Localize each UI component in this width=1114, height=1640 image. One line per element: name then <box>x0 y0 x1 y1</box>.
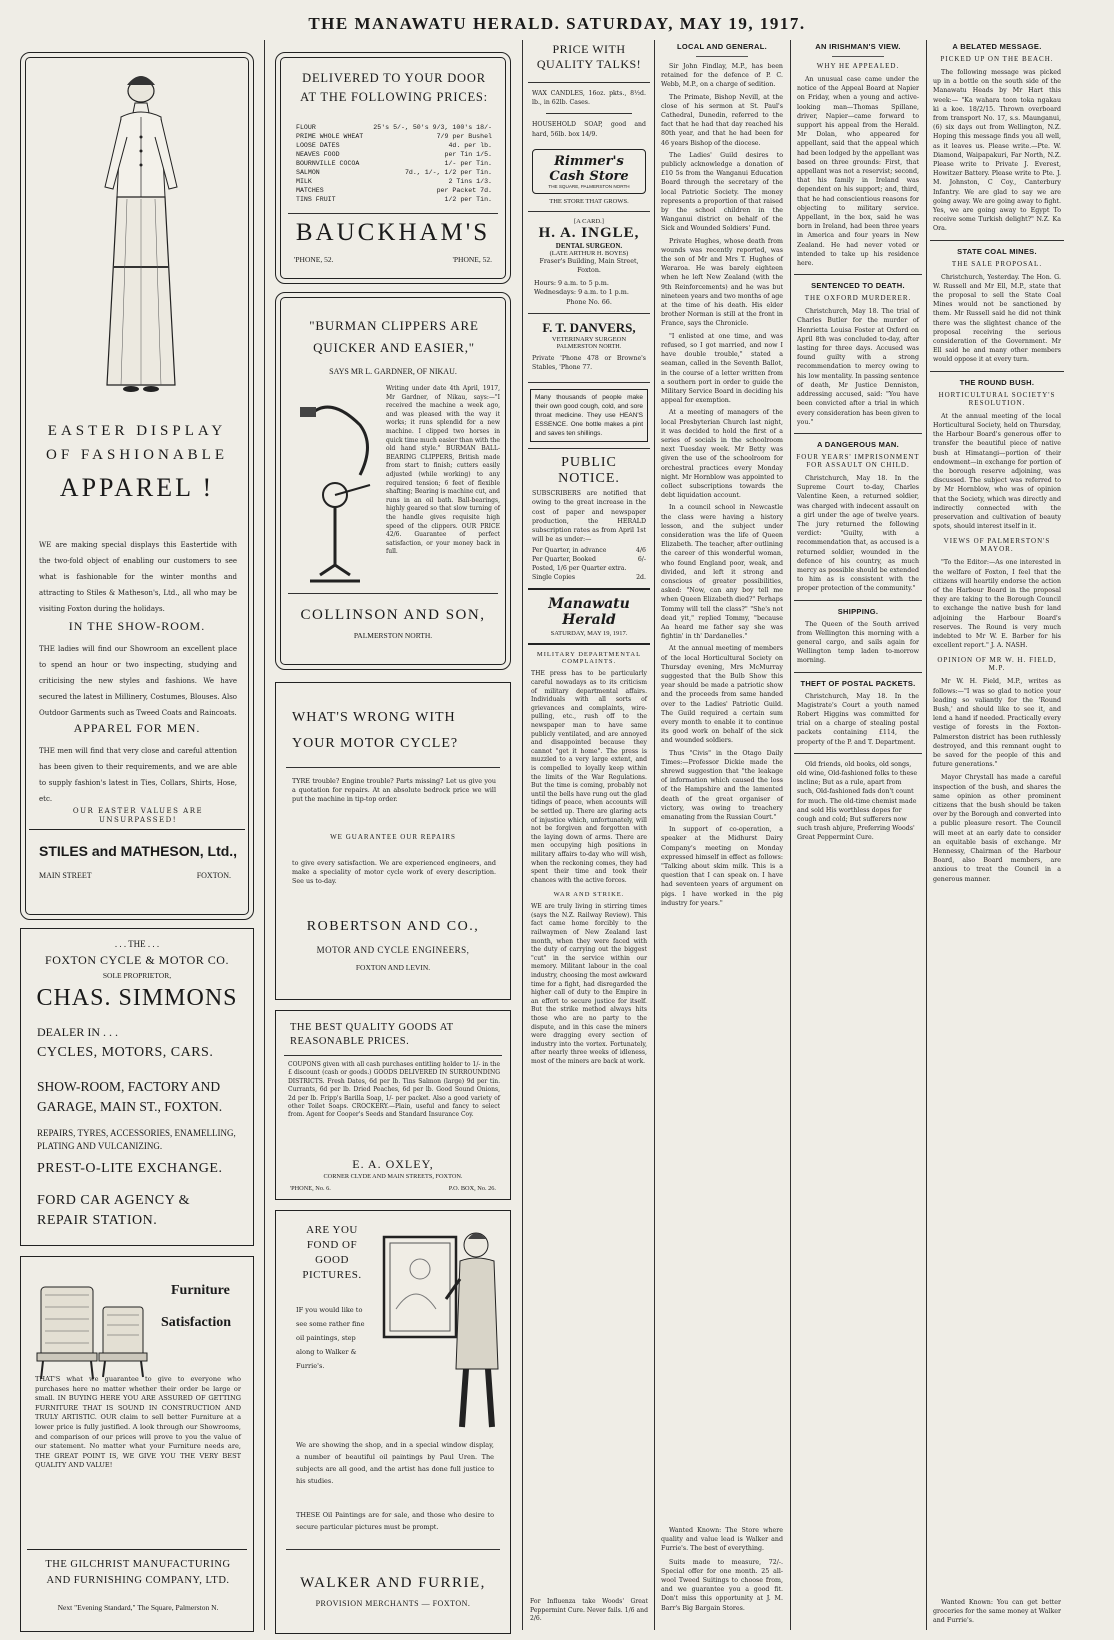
notice-text: SUBSCRIBERS are notified that owing to the great increase in the cost of paper and newspaper production, the HERALD subscription rates as from April 1st will be as under:— <box>532 490 646 544</box>
belated-sub: PICKED UP ON THE BEACH. <box>940 55 1054 63</box>
ingle-title: DENTAL SURGEON. <box>555 241 623 250</box>
ad-foxton-cycle <box>20 928 254 1246</box>
rate-label: Posted, 1/6 per Quarter extra. <box>532 565 627 573</box>
council-text: Mayor Chrystall has made a careful inspection of the bush, and shares the same opinion as other prominent citizens that the bush should be taken over by the Borough and converted into a public pleasure resort. The Council will meet at an early date to consider an equitable basis of exchange. Mr Hennessy, Chairman of the Harbour Board, also Board members, are anxious to treat the Council in a generous manner. <box>933 774 1061 883</box>
showroom-text: THE ladies will find our Showroom an excellent place to spend an hour or two inspecting, studying and criticising the new styles and fashions. We have secured the latest in Millinery, Costumes, Blouses. Also Outdoor Garments such as Tweed Coats and Raincoats. <box>39 645 237 717</box>
price-item-name: MILK <box>296 178 312 185</box>
bottom-notices-col4 <box>658 1526 786 1613</box>
fashion-lady-illustration <box>91 67 191 397</box>
local-general-heading: LOCAL AND GENERAL. <box>677 42 767 51</box>
oxley-address: CORNER CLYDE AND MAIN STREETS, FOXTON. <box>323 1173 463 1180</box>
firm-name: FOXTON CYCLE & MOTOR CO. <box>45 953 229 967</box>
oxley-name: E. A. OXLEY, <box>352 1157 434 1171</box>
coal-text: Christchurch, Yesterday. The Hon. G. W. Russell and Mr Ell, M.P., state that the proposal to sell the State Coal Mines would not be sanctioned by them. Mr Russell said he did not think there was the slightest chance of the proposal receiving the serious consideration of the Government. Mr Ell said he and many other members would oppose it at every turn. <box>933 273 1061 364</box>
candles-item: WAX CANDLES, 16oz. pkts., 8½d. lb., in 62lb. Cases. <box>532 90 646 107</box>
column-rule <box>654 40 655 1630</box>
ad-walker-furrie <box>275 1210 511 1634</box>
danvers-name: F. T. DANVERS, <box>542 319 636 335</box>
strike-heading: WAR AND STRIKE. <box>553 891 625 899</box>
price-item-value: 1/2 per Tin. <box>444 196 492 203</box>
store-that-grows: THE STORE THAT GROWS. <box>549 197 629 205</box>
repairs-line: REPAIRS, TYRES, ACCESSORIES, ENAMELLING, PLATING AND VULCANIZING. <box>37 1128 236 1151</box>
clipper-machine-illustration <box>290 385 380 585</box>
price-row <box>280 150 508 159</box>
gilchrist-text: THAT'S what we guarantee to give to everyone who purchases here no matter whether their order be large or small. IN BUYING HERE YOU ARE ASSURED OF GETTING FURNITURE THAT IS SOUND IN CONSTRUCTION AND TRULY ARTISTIC. OUR claim to sell better Furniture at a lower price is fully justified. A look through our Showrooms, and comparison of our prices will prove to you the value of our statement. No matter what your Furniture needs are, THE GREAT POINT IS, WE GIVE YOU THE VERY BEST QUALITY AND VALUE! <box>35 1375 241 1470</box>
column-rule <box>522 40 523 1630</box>
showroom-heading: IN THE SHOW-ROOM. <box>68 619 206 633</box>
soap-item: HOUSEHOLD SOAP, good and hard, 56lb. box 14/9. <box>532 121 646 138</box>
collinson-says: SAYS MR L. GARDNER, OF NIKAU. <box>329 367 457 376</box>
local-item: The Ladies' Guild desires to publicly acknowledge a donation of £10 5s from the Wanganui Education Board through the secretary of the local Patriotic Society. The money represents a proportion of that raised by the school children in the Wanganui district on behalf of the Sick and Wounded Soldiers' Fund. <box>661 151 783 233</box>
danger-text: Christchurch, May 18. In the Supreme Court to-day, Charles Valentine Keen, a returned soldier, was charged with indecent assault on a girl under the age of twelve years. The jury returned the following verdict: "Guilty, with a recommendation that, as accused is a returned soldier, wounded in the defence of his country, as much mercy as possible should be extended to him as is consistent with the proper protection of the community." <box>797 474 919 593</box>
wanted-known-groceries: Wanted Known: You can get better groceries for the same money at Walker and Furrie's. <box>930 1598 1064 1626</box>
local-item: "I enlisted at one time, and was refused, so I got married, and now I have double trouble," stated a seaman, called in the Seventh Ballot, in the course of a letter written from a southern port in order to guide the Military Service Board in deciding his appeal for exemption. <box>661 332 783 405</box>
local-item: At the annual meeting of members of the local Horticultural Society on Thursday evening, Mrs McMurray suggested that the Bulb Show this year should be made a patriotic show and the proceeds from same handed over to the Ladies' Patriotic Guild. The Guild required a certain sum every month to enable it to continue its good work on behalf of the sick and wounded soldiers. <box>661 645 783 745</box>
rate-value: 2d. <box>636 574 646 582</box>
oxley-phone: 'PHONE, No. 6. <box>290 1185 331 1192</box>
furniture-title: Furniture <box>171 1283 230 1298</box>
belated-text: The following message was picked up in a bottle on the south side of the Manawatu Heads by Mr Hart this week:— "Ka wahara toon toka ngakau ki a koe. 18/2/15. Thrown overboard from transport No. 17, s.s. Maunganui, (6) six days out from Wellington, N.Z. Hoping this message finds you all well, as it leaves us. Please write.—Pte. W. Diamond, Waipapakuri, Far North, N.Z. Please write to Private J. Everest, Howitzer Battery. Please write to Pte. J. M. Johnston, C Coy., Canterbury Infantry. We are glad to say we are going away. We are going away to fight. Yes, we are going away to Egypt To receive some Turkish delight?" N.Z. Ka Ora. <box>933 69 1061 233</box>
paper-date: SATURDAY, MAY 19, 1917. <box>550 630 628 638</box>
divider <box>288 593 498 594</box>
price-item-value: per Packet 7d. <box>436 187 492 194</box>
column-6 <box>930 40 1064 1632</box>
walker-firm: WALKER AND FURRIE, <box>300 1575 486 1591</box>
coal-sub: THE SALE PROPOSAL. <box>951 259 1043 268</box>
price-item-name: NEAVES FOOD <box>296 151 340 158</box>
price-item-name: PRIME WHOLE WHEAT <box>296 133 364 140</box>
robertson-text1: TYRE trouble? Engine trouble? Parts missing? Let us give you a quotation for repairs. At an absolute bedrock price we will put the machine in tip-top order. <box>292 777 496 804</box>
collinson-firm: COLLINSON AND SON, <box>300 607 486 623</box>
men-heading: APPAREL FOR MEN. <box>73 721 201 735</box>
rate-row <box>532 564 646 573</box>
price-item-value: 7d., 1/-, 1/2 per Tin. <box>404 169 492 176</box>
price-row <box>280 132 508 141</box>
divider <box>27 1549 247 1550</box>
walker-text3: THESE Oil Paintings are for sale, and those who desire to secure particular pictures must be prompt. <box>296 1511 494 1531</box>
bush-heading: THE ROUND BUSH. <box>959 377 1035 387</box>
card-label: [A CARD.] <box>574 217 604 225</box>
strike-text: WE are truly living in stirring times (says the N.Z. Railway Review). This fact came home forcibly to the railwaymen of New Zealand last month, when they were faced with the duty of carrying out the biggest "cut" in the service within our memory. Militant labour in the coal industry, choosing the most awkward time for a fight, had disregarded the higher call of duty to the Empire in an effort to secure justice for itself. But the strike method always hits those who are no party to the dispute, and in this case the miners were dragging every section of industry into the vortex. Fortunately, after nearly three weeks of idleness, most of the miners are back at work. <box>531 903 647 1065</box>
price-talks-heading: PRICE WITH QUALITY TALKS! <box>536 42 642 71</box>
paper-name: Manawatu Herald <box>548 596 630 629</box>
price-item-value: 1/- per Tin. <box>444 160 492 167</box>
theft-text: Christchurch, May 18. In the Magistrate's Court a youth named Robert Higgins was committed for trial on a charge of stealing postal packets containing £114, the property of the P. and T. Department. <box>797 692 919 746</box>
irish-sub: WHY HE APPEALED. <box>816 62 900 70</box>
bauckham-heading: DELIVERED TO YOUR DOOR AT THE FOLLOWING PRICES: <box>300 71 488 104</box>
ad-title-line2: OF FASHIONABLE <box>46 447 228 463</box>
ingle-late: (LATE ARTHUR H. BOYES) <box>549 249 629 257</box>
town: FOXTON. <box>196 871 231 880</box>
column-5 <box>794 40 922 1632</box>
men-text: THE men will find that very close and careful attention has been given to their requirements, and we are able to supply fashion's latest in Ties, Collars, Shirts, Hose, etc. <box>39 747 237 803</box>
mayor-heading: VIEWS OF PALMERSTON'S MAYOR. <box>943 537 1051 554</box>
danvers-title: VETERINARY SURGEON <box>551 335 627 343</box>
masthead: THE MANAWATU HERALD. SATURDAY, MAY 19, 1917. <box>308 14 806 33</box>
price-row <box>280 177 508 186</box>
collinson-town: PALMERSTON NORTH. <box>353 631 433 640</box>
gilchrist-firm: THE GILCHRIST MANUFACTURING AND FURNISHING COMPANY, LTD. <box>45 1559 231 1586</box>
price-item-name: MATCHES <box>296 187 324 194</box>
values-text: OUR EASTER VALUES ARE UNSURPASSED! <box>72 807 204 825</box>
price-row <box>280 195 508 204</box>
price-row <box>280 141 508 150</box>
price-item-value: 2 Tins 1/3. <box>448 178 492 185</box>
bauckham-name: BAUCKHAM'S <box>295 219 491 246</box>
walker-text2: We are showing the shop, and in a special window display, a number of beautiful oil paintings by Paul Uren. The subjects are all good, and the artist has done full justice to his studies. <box>296 1441 494 1485</box>
collinson-heading: "BURMAN CLIPPERS ARE QUICKER AND EASIER," <box>309 318 479 355</box>
irish-heading: AN IRISHMAN'S VIEW. <box>815 42 901 51</box>
rimmers-name: Rimmer's Cash Store <box>549 153 629 184</box>
irish-text: An unusual case came under the notice of the Appeal Board at Napier on Friday, when a young and active-looking man—Thomas Spillane, driver, Napier—came forward to support his appeal from the Herald. Mr Dolan, who appeared for appellant, said that the appeal which had been lodged by the appellant was based on three grounds: First, that appellant was not a reservist; second, that his family in Ireland was dependent on his support; and, third, that he had conscientious reasons for objecting to military service. Appellant, in the box, said he was born in Ireland, had been three years in America and four years in New Zealand. He had never voted or intended to take up his residence here. <box>797 76 919 268</box>
shipping-text: The Queen of the South arrived from Wellington this morning with a general cargo, and sails again for Wellington temp laden to-morrow morning. <box>797 620 919 665</box>
wanted-known: Wanted Known: The Store where quality and value lead is Walker and Furrie's. The best of everything. <box>661 1527 783 1553</box>
cycles-line: CYCLES, MOTORS, CARS. <box>37 1045 214 1060</box>
phone-left: 'PHONE, 52. <box>294 255 334 264</box>
local-item: Thus "Civis" in the Otago Daily Times:—Professor Dickie made the shrewd suggestion that "the leakage of information which caused the loss of the Hampshire and the lamented death of the great organiser of victory, was owing to treachery emanating from the Russian Court." <box>661 749 783 822</box>
price-list <box>280 123 508 204</box>
walker-trade: PROVISION MERCHANTS — FOXTON. <box>315 1599 471 1608</box>
rate-row <box>532 546 646 555</box>
heans-ad: Many thousands of people make their own good cough, cold, and sore throat medicine. They use HEAN'S ESSENCE. One bottle makes a pint and saves ten shillings. <box>530 389 648 442</box>
phone-right: 'PHONE, 52. <box>452 255 492 264</box>
oxley-heading: THE BEST QUALITY GOODS AT REASONABLE PRICES. <box>290 1022 454 1047</box>
local-item: Sir John Findlay, M.P., has been retained for the defence of P. C. Webb, M.P., on a charge of sedition. <box>661 63 783 89</box>
editorial-heading: MILITARY DEPARTMENTAL COMPLAINTS. <box>536 651 642 666</box>
local-item: In support of co-operation, a speaker at the Midhurst Dairy Company's meeting on Monday expressed himself in effect as follows: "Talking about skim milk. This is a question that I can speak on. I have had seventeen years of argument on pigs. I have worked in the pig industry for years." <box>661 826 783 907</box>
danvers-phone: Private 'Phone 478 or Browne's Stables, 'Phone 77. <box>532 354 646 372</box>
sole-label: SOLE PROPRIETOR, <box>102 971 172 980</box>
rimmers-logo <box>532 149 646 194</box>
local-item: At a meeting of managers of the local Presbyterian Church last night, it was decided to hold the first of a series of socials in the schoolroom next Tuesday week. Mr Betty was given the use of the schoolroom for orchestral practices every Monday night. Mr Hornblow was appointed to collect subscriptions towards the debt liquidation account. <box>661 409 783 500</box>
collinson-text: Writing under date 4th April, 1917, Mr Gardner, of Nikau, says:—"I received the machine a week ago, and was pleased with the way it works; it runs splendid for a new machine. I clipped two horses in quick time much easier than with the old hand style." BURMAN BALL-BEARING CLIPPERS, British made from start to finish; cutters easily adjusted (while working) to any required tension; 6 feet of flexible shafting; Bearing is machine cut, and runs in an oil bath. Ball-bearings, highly geared so that slow turning of the handle gives requisite high speed of the clippers. OUR PRICE 42/6. Guarantee of perfect satisfaction, or your money back in full. <box>386 385 501 556</box>
rate-row <box>532 573 646 582</box>
furniture-illustration <box>33 1267 153 1387</box>
bush-text: At the annual meeting of the local Horticultural Society, held on Thursday, the Harbour Board's generous offer to transfer the beautiful piece of native bush at Himatangi—portion of their endowment—in exchange for portion of the borough reserve adjoining, was discussed. The subject was referred to by Mr Hornblow, who was of opinion that the Society, which was directly and indirectly connected with the preservation and cultivation of beauty spots, should interest itself in it. <box>933 412 1061 531</box>
firm-name: STILES and MATHESON, Ltd., <box>39 843 238 859</box>
divider <box>286 767 500 768</box>
column-rule <box>790 40 791 1630</box>
robertson-trade: MOTOR AND CYCLE ENGINEERS, <box>316 945 470 955</box>
walker-heading: ARE YOU FOND OF GOOD PICTURES. <box>302 1224 362 1281</box>
ad-title-line1: EASTER DISPLAY <box>47 423 227 439</box>
rate-row <box>532 555 646 564</box>
ingle-address: Fraser's Building, Main Street, Foxton. <box>539 257 639 275</box>
price-item-value: 7/9 per Bushel <box>436 133 492 140</box>
ad-bauckham <box>275 52 511 284</box>
editorial-text: THE press has to be particularly careful nowadays as to its criticism of military departmental affairs. Individuals with all sorts of grievances and complaints, wire-pulling, etc., rush off to the newspaper man to have same publicly ventilated, and are annoyed and disappointed because they cannot "get it home". The press is muzzled to a very large extent, and is compelled to loyally keep within the limits of the War Regulations. But the time is coming, probably not until the bells have rung out the glad tidings of peace, when accounts will be settled up. There are glaring acts of injustice which, unfortunately, will not be forgiven and forgotten with the laying down of arms. There are men occupying high positions in military affairs to-day who will wish, when the reckoning comes, they had spent their time and took their chances with the active forces. <box>531 670 647 884</box>
price-row <box>280 186 508 195</box>
coal-heading: STATE COAL MINES. <box>957 246 1037 256</box>
robertson-towns: FOXTON AND LEVIN. <box>355 963 431 972</box>
ad-title-line3: APPAREL ! <box>59 473 215 502</box>
prest-line: PREST-O-LITE EXCHANGE. <box>37 1161 223 1176</box>
ad-collinson <box>275 292 511 670</box>
death-heading: SENTENCED TO DEATH. <box>811 281 905 291</box>
rate-label: Per Quarter, Booked <box>532 556 596 564</box>
public-notice-heading: PUBLIC NOTICE. <box>558 455 620 487</box>
divider <box>286 1549 500 1550</box>
satisfaction-title: Satisfaction <box>161 1315 231 1330</box>
suits-ad: Suits made to measure, 72/-. Special offer for one month. 25 all-wool Tweed Suitings to choose from, and we guarantee you a good fit. Don't miss this opportunity at J. M. Barr's Big Bargain Stores. <box>661 1558 783 1612</box>
bush-sub: HORTICULTURAL SOCIETY'S RESOLUTION. <box>938 390 1056 407</box>
belated-heading: A BELATED MESSAGE. <box>952 42 1042 51</box>
column-3 <box>528 40 650 1632</box>
walker-text1: IF you would like to see some rather fine oil paintings, step along to Walker & Furrie's. <box>296 1306 365 1370</box>
rate-label: Single Copies <box>532 574 576 582</box>
price-item-name: TINS FRUIT <box>296 196 336 203</box>
robertson-guarantee: WE GUARANTEE OUR REPAIRS <box>330 833 456 841</box>
price-item-name: FLOUR <box>296 124 316 131</box>
robertson-text2: to give every satisfaction. We are experienced engineers, and make a speciality of motor cycle work of every description. See us to-day. <box>292 859 496 886</box>
local-item: The Primate, Bishop Nevill, at the close of his sermon at St. Paul's Cathedral, Dunedin, referred to the fact that he had that day reached his 80th year, and that he had been for 46 years Bishop of the diocese. <box>661 93 783 147</box>
ad-gilchrist <box>20 1256 254 1632</box>
ad-stiles-matheson <box>20 52 254 920</box>
field-heading: OPINION OF MR W. H. FIELD, M.P. <box>937 656 1057 673</box>
man-with-painting-illustration <box>376 1219 506 1434</box>
price-row <box>280 159 508 168</box>
price-row <box>280 168 508 177</box>
column-rule <box>264 40 265 1630</box>
oxley-text: COUPONS given with all cash purchases entitling holder to 1/- in the £ discount (cash or goods.) GOODS DELIVERED IN SURROUNDING DISTRICTS. Fresh Dates, 6d per lb. Tins Salmon (large) 9d per tin. Currants, 6d per lb. Dried Peaches, 6d per lb. Good Sound Onions, 2d per lb. Fripp's Barilla Soap, 1/- per packet. Also a good variety of other Toilet Soaps. CROCKERY.—Plain, useful and fancy to select from. Agent for Cooper's Seeds and Standard Insurance Coy. <box>288 1061 500 1119</box>
price-row <box>280 123 508 132</box>
death-sub: THE OXFORD MURDERER. <box>804 294 912 303</box>
price-item-name: BOURNVILLE COCOA <box>296 160 360 167</box>
rate-label: Per Quarter, in advance <box>532 547 607 555</box>
influenza-ad: For Influenza take Woods' Great Peppermint Cure. Never fails. 1/6 and 2/6. <box>530 1598 648 1623</box>
column-rule <box>926 40 927 1630</box>
divider <box>288 213 498 214</box>
price-item-name: LOOSE DATES <box>296 142 340 149</box>
column-4-local-general <box>658 40 786 1632</box>
price-item-value: 25's 5/-, 50's 9/3, 100's 18/- <box>373 124 492 131</box>
oxley-box: P.O. BOX, No. 26. <box>448 1185 496 1192</box>
rate-value: 6/- <box>637 556 646 564</box>
death-text: Christchurch, May 18. The trial of Charles Butler for the murder of Henrietta Louisa Foster at Oxford on April 8th was concluded to-day, after lasting for three days. Accused was found guilty with a strong recommendation to mercy owing to his low mentality. In passing sentence of death, Mr Justice Denniston, addressing accused, said: "You have been convicted after a trial in which every consideration has been given to you." <box>797 308 919 426</box>
ingle-name: H. A. INGLE, <box>538 224 640 241</box>
ad-robertson <box>275 682 511 1000</box>
divider <box>29 829 245 830</box>
ingle-hours: Hours: 9 a.m. to 5 p.m. Wednesdays: 9 a.m. to 1 p.m. <box>534 279 629 297</box>
robertson-heading: WHAT'S WRONG WITH YOUR MOTOR CYCLE? <box>292 710 459 751</box>
rimmers-sub: THE SQUARE, PALMERSTON NORTH <box>548 183 630 189</box>
price-item-value: per Tin 1/5. <box>444 151 492 158</box>
proprietor-name: CHAS. SIMMONS <box>36 985 238 1011</box>
rate-value: 4/6 <box>636 547 646 555</box>
rates-list <box>528 546 650 582</box>
price-item-value: 4d. per lb. <box>448 142 492 149</box>
ad-intro-text: WE are making special displays this Eastertide with the two-fold object of enabling our customers to see what is fashionable for the winter months and attracting to Stiles & Matheson's, Ltd., all who may be visiting Foxton during the holidays. <box>39 541 237 613</box>
mayor-text: "To the Editor:—As one interested in the welfare of Foxton, I feel that the citizens will heartily endorse the action of the Harbour Board in the proposal they are taking to the Borough Council to exchange the native bush for land adjoining the Harbour Board's reserves. The Round is very much indebted to Mr W. E. Barber for his excellent report." J. A. NASH. <box>933 559 1061 650</box>
field-text: Mr W. H. Field, M.P., writes as follows:—"I was so glad to notice your leading so valiantly for the 'Round Bush,' and should like to see it, and lend a hand if needed. Practically every vestige of forests in the Foxton-Palmerston district has been ruthlessly destroyed, and this remnant ought to be saved for the people of this and future generations." <box>933 678 1061 769</box>
divider <box>284 1055 502 1056</box>
local-item: Private Hughes, whose death from wounds was recently reported, was the son of Mr and Mrs T. Hughes of Weraroa. He was barely eighteen when he left New Zealand (with the 9th Reinforcements) and he was but nineteen years and two months of age at the time of his death. His elder brother Norman is still at the front in France, says the Chronicle. <box>661 237 783 328</box>
danvers-town: PALMERSTON NORTH. <box>556 342 622 350</box>
showroom-line: SHOW-ROOM, FACTORY AND GARAGE, MAIN ST., FOXTON. <box>37 1079 223 1114</box>
danger-sub: FOUR YEARS' IMPRISONMENT FOR ASSAULT ON CHILD. <box>796 452 920 469</box>
local-item: In a council school in Newcastle the class were having a history lesson, and the subject under consideration was the life of Queen Elizabeth. The teacher, after outlining the career of this wonderful woman, who found England poor, weak, and divided, and left it strong and conscious of greater possibilities, asked: "Now, can any boy tell me when Queen Elizabeth died?" Perhaps Tommy will tell the class?" "She's not dead yit," replied Tommy, "because Aa heard me father say she was fightin' in th' Dardanelles." <box>661 504 783 641</box>
street: MAIN STREET <box>39 871 92 880</box>
ingle-phone: Phone No. 66. <box>566 297 612 306</box>
ford-line: FORD CAR AGENCY & REPAIR STATION. <box>37 1193 191 1228</box>
shipping-heading: SHIPPING. <box>837 606 879 616</box>
theft-heading: THEFT OF POSTAL PACKETS. <box>800 678 916 688</box>
danger-heading: A DANGEROUS MAN. <box>816 439 900 449</box>
peppermint-poem: Old friends, old books, old songs, old wine, Old-fashioned folks to these incline; But as a rule, apart from such, Old-fashioned fads don't count for much. The old-time chemist made and sold His worthless dopes for cough and cold; But sufferers now such trash abjure, Preferring Woods' Great Peppermint Cure. <box>797 760 918 842</box>
the-label: . . . THE . . . <box>114 939 160 949</box>
ad-oxley <box>275 1010 511 1200</box>
price-item-name: SALMON <box>296 169 320 176</box>
robertson-firm: ROBERTSON AND CO., <box>306 919 480 934</box>
dealer-label: DEALER IN . . . <box>37 1025 118 1039</box>
gilchrist-address: Next "Evening Standard," The Square, Palmerston N. <box>57 1603 219 1612</box>
